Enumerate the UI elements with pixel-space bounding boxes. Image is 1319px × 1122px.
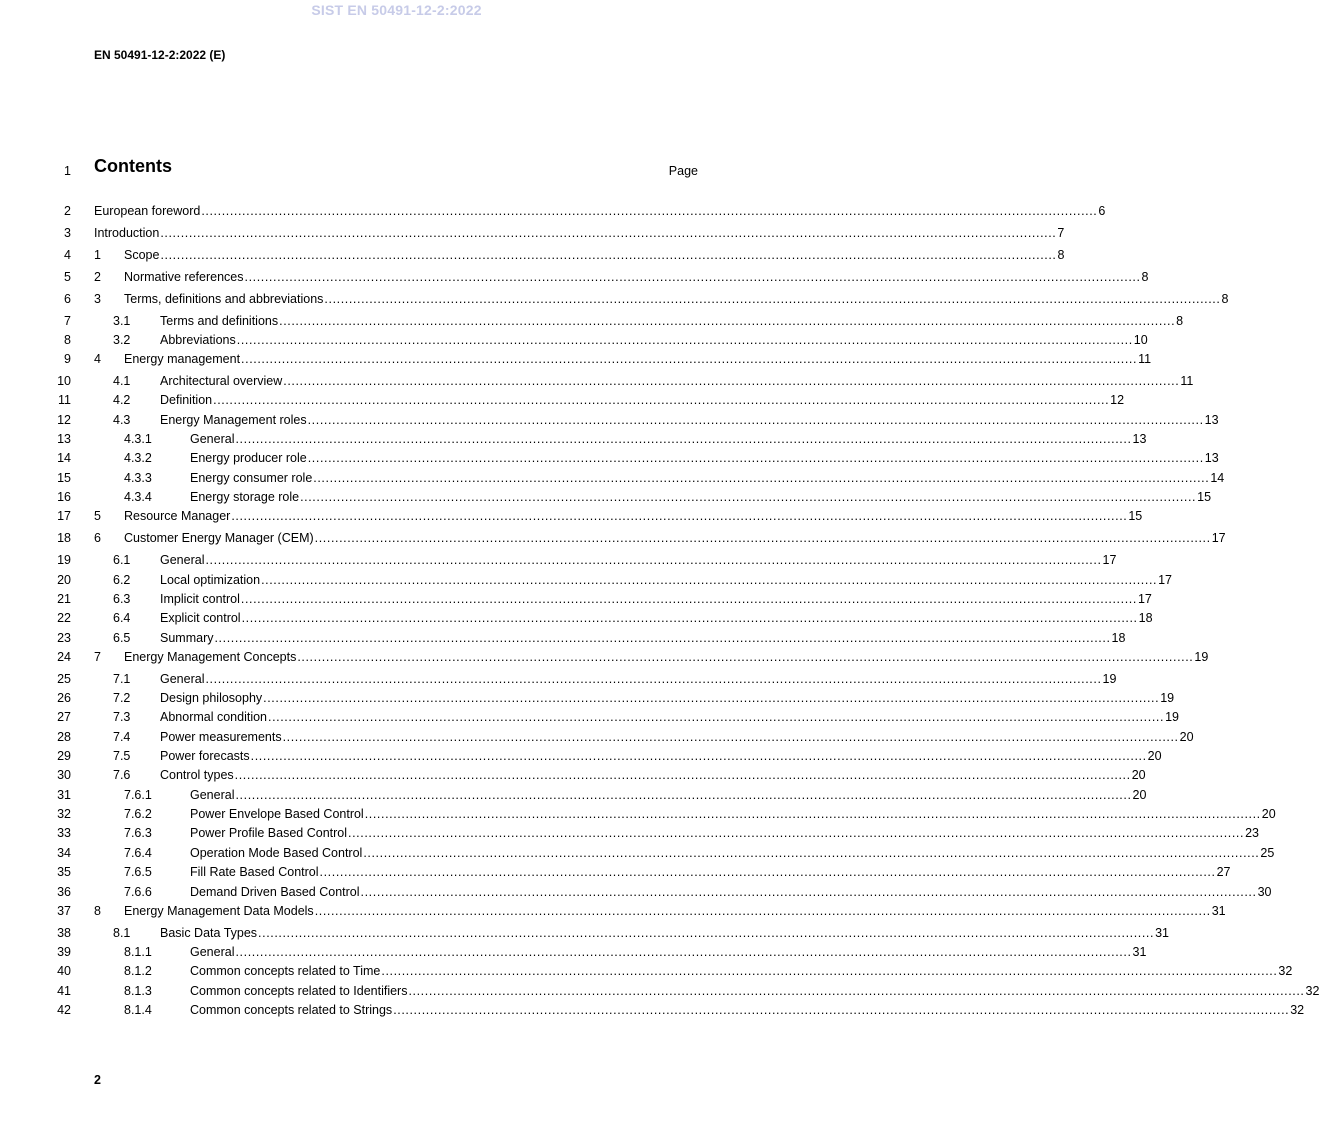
section-title: General <box>190 432 235 446</box>
line-number: 40 <box>57 964 71 978</box>
toc-entry-body[interactable] <box>113 372 1194 390</box>
toc-entry[interactable] <box>0 411 1219 429</box>
line-number: 15 <box>57 471 71 485</box>
dot-leader: ............................................................................................................................................................................................................................ <box>240 592 1137 606</box>
toc-entry-body[interactable] <box>94 902 1226 920</box>
toc-entry[interactable] <box>0 824 1259 842</box>
section-title: Common concepts related to Time <box>190 964 381 978</box>
line-number: 13 <box>57 432 71 446</box>
toc-entry-body[interactable] <box>124 982 1319 1000</box>
toc-entry[interactable] <box>0 331 1148 349</box>
toc-entry-body[interactable] <box>124 824 1259 842</box>
section-number: 7.6.3 <box>124 826 152 840</box>
dot-leader: ............................................................................................................................................................................................................................ <box>363 846 1260 860</box>
section-title: Architectural overview <box>160 374 283 388</box>
dot-leader: ............................................................................................................................................................................................................................ <box>324 292 1221 306</box>
contents-heading-row <box>0 156 793 184</box>
section-number: 2 <box>94 270 101 284</box>
toc-entry[interactable] <box>0 728 1194 746</box>
dot-leader: ............................................................................................................................................................................................................................ <box>313 471 1210 485</box>
section-number: 8.1 <box>113 926 131 940</box>
page-number: 8 <box>1057 248 1065 262</box>
section-number: 8.1.3 <box>124 984 152 998</box>
document-header: EN 50491-12-2:2022 (E) <box>94 48 226 62</box>
dot-leader: ............................................................................................................................................................................................................................ <box>214 631 1111 645</box>
dot-leader: ............................................................................................................................................................................................................................ <box>205 672 1102 686</box>
line-number: 1 <box>64 164 71 178</box>
toc-entry-body[interactable] <box>113 670 1117 688</box>
page-number: 8 <box>1221 292 1229 306</box>
toc-entry[interactable] <box>0 571 1173 589</box>
line-number: 14 <box>57 451 71 465</box>
toc-entry-body[interactable] <box>113 571 1173 589</box>
dot-leader: ............................................................................................................................................................................................................................ <box>364 807 1261 821</box>
section-number: 7.1 <box>113 672 131 686</box>
toc-entry-body[interactable] <box>113 728 1194 746</box>
section-number: 8.1.2 <box>124 964 152 978</box>
line-number: 9 <box>64 352 71 366</box>
toc-entry[interactable] <box>0 708 1179 726</box>
section-number: 7.5 <box>113 749 131 763</box>
toc-entry-body[interactable] <box>94 350 1152 368</box>
section-title: Design philosophy <box>160 691 263 705</box>
dot-leader: ............................................................................................................................................................................................................................ <box>235 432 1132 446</box>
dot-leader: ............................................................................................................................................................................................................................ <box>360 885 1257 899</box>
toc-entry[interactable] <box>0 488 1212 506</box>
section-number: 8.1.4 <box>124 1003 152 1017</box>
section-title: Power forecasts <box>160 749 250 763</box>
page-number: 12 <box>1110 393 1125 407</box>
toc-entry[interactable] <box>0 805 1276 823</box>
dot-leader: ............................................................................................................................................................................................................................ <box>314 531 1211 545</box>
section-title: Demand Driven Based Control <box>190 885 360 899</box>
dot-leader: ............................................................................................................................................................................................................................ <box>297 650 1194 664</box>
section-number: 6.5 <box>113 631 131 645</box>
page-number: 13 <box>1204 451 1219 465</box>
toc-entry-body[interactable] <box>94 246 1065 264</box>
page-number: 32 <box>1290 1003 1305 1017</box>
page-number: 20 <box>1147 749 1162 763</box>
page-number: 13 <box>1204 413 1219 427</box>
section-title: Operation Mode Based Control <box>190 846 363 860</box>
toc-entry[interactable] <box>0 982 1319 1000</box>
page-number: 10 <box>1133 333 1148 347</box>
toc-entry-body[interactable] <box>94 224 1065 242</box>
toc-entry-body[interactable] <box>124 883 1272 901</box>
toc-entry[interactable] <box>0 766 1146 784</box>
toc-entry[interactable] <box>0 786 1147 804</box>
section-title: Terms, definitions and abbreviations <box>124 292 324 306</box>
toc-entry-body[interactable] <box>113 924 1169 942</box>
section-number: 7.6.5 <box>124 865 152 879</box>
toc-entry[interactable] <box>0 372 1194 390</box>
toc-entry[interactable] <box>0 670 1117 688</box>
section-number: 7.6.6 <box>124 885 152 899</box>
page-number: 19 <box>1160 691 1175 705</box>
dot-leader: ............................................................................................................................................................................................................................ <box>307 413 1204 427</box>
page-number: 27 <box>1216 865 1231 879</box>
section-title: Energy management <box>124 352 241 366</box>
section-title: General <box>190 945 235 959</box>
dot-leader: ............................................................................................................................................................................................................................ <box>231 509 1128 523</box>
page-number: 20 <box>1132 788 1147 802</box>
toc-entry-body[interactable] <box>124 469 1225 487</box>
toc-entry-body[interactable] <box>113 629 1126 647</box>
section-title: Energy Management Concepts <box>124 650 297 664</box>
section-title: Explicit control <box>160 611 241 625</box>
dot-leader: ............................................................................................................................................................................................................................ <box>258 926 1155 940</box>
line-number: 7 <box>64 314 71 328</box>
page-number: 20 <box>1179 730 1194 744</box>
section-number: 7.6.2 <box>124 807 152 821</box>
toc-entry[interactable] <box>0 883 1272 901</box>
section-title: General <box>160 553 205 567</box>
toc-entry-body[interactable] <box>113 590 1152 608</box>
toc-entry-body[interactable] <box>94 529 1226 547</box>
toc-entry[interactable] <box>0 943 1147 961</box>
page-number: 6 <box>1098 204 1106 218</box>
toc-entry[interactable] <box>0 529 1226 547</box>
section-title: Common concepts related to Identifiers <box>190 984 408 998</box>
toc-entry-body[interactable] <box>94 648 1209 666</box>
section-number: 7.6.1 <box>124 788 152 802</box>
dot-leader: ............................................................................................................................................................................................................................ <box>250 749 1147 763</box>
line-number: 30 <box>57 768 71 782</box>
toc-entry[interactable] <box>0 202 1106 220</box>
section-title: Implicit control <box>160 592 240 606</box>
line-number: 23 <box>57 631 71 645</box>
toc-entry-body[interactable] <box>124 786 1147 804</box>
toc-entry[interactable] <box>0 609 1153 627</box>
dot-leader: ............................................................................................................................................................................................................................ <box>160 248 1057 262</box>
section-number: 4.3.1 <box>124 432 152 446</box>
section-title: Power measurements <box>160 730 282 744</box>
page-number: 7 <box>1057 226 1065 240</box>
toc-entry[interactable] <box>0 224 1065 242</box>
section-title: Fill Rate Based Control <box>190 865 319 879</box>
section-title: Power Envelope Based Control <box>190 807 364 821</box>
section-number: 7.3 <box>113 710 131 724</box>
section-number: 7.6.4 <box>124 846 152 860</box>
toc-entry-body[interactable] <box>113 689 1175 707</box>
dot-leader: ............................................................................................................................................................................................................................ <box>348 826 1245 840</box>
page-number: 19 <box>1194 650 1209 664</box>
section-number: 5 <box>94 509 101 523</box>
toc-entry-body[interactable] <box>94 507 1143 525</box>
toc-entry-body[interactable] <box>124 863 1231 881</box>
page-number: 15 <box>1128 509 1143 523</box>
section-number: 7.6 <box>113 768 131 782</box>
section-title: Common concepts related to Strings <box>190 1003 393 1017</box>
page-number: 31 <box>1132 945 1147 959</box>
section-title: General <box>190 788 235 802</box>
dot-leader: ............................................................................................................................................................................................................................ <box>263 691 1160 705</box>
dot-leader: ............................................................................................................................................................................................................................ <box>201 204 1098 218</box>
toc-entry[interactable] <box>0 924 1169 942</box>
page-number: 20 <box>1261 807 1276 821</box>
toc-entry-body[interactable] <box>124 844 1275 862</box>
page-number: 17 <box>1137 592 1152 606</box>
section-title: Energy Management roles <box>160 413 307 427</box>
dot-leader: ............................................................................................................................................................................................................................ <box>307 451 1204 465</box>
page-number: 8 <box>1141 270 1149 284</box>
toc-entry-body[interactable] <box>124 805 1276 823</box>
section-number: 6.2 <box>113 573 131 587</box>
dot-leader: ............................................................................................................................................................................................................................ <box>393 1003 1290 1017</box>
toc-entry-body[interactable] <box>113 411 1219 429</box>
line-number: 41 <box>57 984 71 998</box>
section-number: 7.2 <box>113 691 131 705</box>
toc-entry[interactable] <box>0 962 1293 980</box>
section-title: Control types <box>160 768 234 782</box>
section-title: Abnormal condition <box>160 710 268 724</box>
dot-leader: ............................................................................................................................................................................................................................ <box>279 314 1176 328</box>
page-number: 11 <box>1180 374 1194 388</box>
line-number: 20 <box>57 573 71 587</box>
toc-entry[interactable] <box>0 629 1126 647</box>
line-number: 8 <box>64 333 71 347</box>
line-number: 28 <box>57 730 71 744</box>
dot-leader: ............................................................................................................................................................................................................................ <box>381 964 1278 978</box>
line-number: 6 <box>64 292 71 306</box>
toc-entry[interactable] <box>0 312 1184 330</box>
page-number: 14 <box>1210 471 1225 485</box>
toc-entry[interactable] <box>0 507 1143 525</box>
line-number: 37 <box>57 904 71 918</box>
page-number: 30 <box>1257 885 1272 899</box>
line-number: 27 <box>57 710 71 724</box>
page-number: 32 <box>1278 964 1293 978</box>
section-number: 3 <box>94 292 101 306</box>
section-number: 4.2 <box>113 393 131 407</box>
dot-leader: ............................................................................................................................................................................................................................ <box>235 945 1132 959</box>
line-number: 16 <box>57 490 71 504</box>
page-number: 17 <box>1158 573 1173 587</box>
toc-entry[interactable] <box>0 246 1065 264</box>
line-number: 21 <box>57 592 71 606</box>
dot-leader: ............................................................................................................................................................................................................................ <box>213 393 1110 407</box>
toc-entry[interactable] <box>0 268 1149 286</box>
dot-leader: ............................................................................................................................................................................................................................ <box>235 788 1132 802</box>
line-number: 24 <box>57 650 71 664</box>
toc-entry[interactable] <box>0 844 1275 862</box>
toc-entry-body[interactable] <box>124 1001 1305 1019</box>
line-number: 38 <box>57 926 71 940</box>
dot-leader: ............................................................................................................................................................................................................................ <box>234 768 1131 782</box>
page-number: 17 <box>1211 531 1226 545</box>
section-title: Resource Manager <box>124 509 231 523</box>
toc-entry[interactable] <box>0 449 1219 467</box>
toc-entry[interactable] <box>0 430 1147 448</box>
section-number: 3.2 <box>113 333 131 347</box>
toc-entry[interactable] <box>0 290 1229 308</box>
page-number: 20 <box>1131 768 1146 782</box>
line-number: 4 <box>64 248 71 262</box>
section-title: Normative references <box>124 270 244 284</box>
page-number: 19 <box>1102 672 1117 686</box>
line-number: 18 <box>57 531 71 545</box>
toc-entry[interactable] <box>0 469 1225 487</box>
page-number: 25 <box>1260 846 1275 860</box>
line-number: 31 <box>57 788 71 802</box>
toc-entry-body[interactable] <box>113 766 1146 784</box>
toc-entry[interactable] <box>0 590 1152 608</box>
line-number: 26 <box>57 691 71 705</box>
section-title: General <box>160 672 205 686</box>
dot-leader: ............................................................................................................................................................................................................................ <box>261 573 1158 587</box>
line-number: 3 <box>64 226 71 240</box>
toc-entry[interactable] <box>0 551 1117 569</box>
section-title: Energy storage role <box>190 490 300 504</box>
dot-leader: ............................................................................................................................................................................................................................ <box>408 984 1305 998</box>
line-number: 5 <box>64 270 71 284</box>
dot-leader: ............................................................................................................................................................................................................................ <box>236 333 1133 347</box>
section-number: 4 <box>94 352 101 366</box>
toc-entry[interactable] <box>0 391 1125 409</box>
page-number: 18 <box>1138 611 1153 625</box>
line-number: 17 <box>57 509 71 523</box>
line-number: 10 <box>57 374 71 388</box>
page-number: 23 <box>1245 826 1259 840</box>
page-number: 11 <box>1138 352 1152 366</box>
page-number: 15 <box>1197 490 1212 504</box>
footer-page-number: 2 <box>94 1073 101 1087</box>
page-number: 32 <box>1305 984 1319 998</box>
dot-leader: ............................................................................................................................................................................................................................ <box>282 730 1179 744</box>
watermark: SIST EN 50491-12-2:2022 <box>311 2 482 18</box>
toc-entry[interactable] <box>0 648 1209 666</box>
section-number: 8 <box>94 904 101 918</box>
line-number: 29 <box>57 749 71 763</box>
section-number: 8.1.1 <box>124 945 152 959</box>
toc-entry-body[interactable] <box>94 202 1106 220</box>
toc-entry-body[interactable] <box>113 551 1117 569</box>
toc-entry[interactable] <box>0 747 1162 765</box>
toc-entry-body[interactable] <box>113 312 1184 330</box>
section-title: Basic Data Types <box>160 926 258 940</box>
section-number: 7 <box>94 650 101 664</box>
toc-entry-body[interactable] <box>124 488 1212 506</box>
dot-leader: ............................................................................................................................................................................................................................ <box>268 710 1165 724</box>
toc-entry-body[interactable] <box>94 290 1229 308</box>
line-number: 34 <box>57 846 71 860</box>
toc-entry[interactable] <box>0 902 1226 920</box>
page-number: 18 <box>1111 631 1126 645</box>
dot-leader: ............................................................................................................................................................................................................................ <box>319 865 1216 879</box>
toc-entry-body[interactable] <box>124 430 1147 448</box>
section-title: Scope <box>124 248 160 262</box>
toc-entry[interactable] <box>0 350 1152 368</box>
section-number: 3.1 <box>113 314 131 328</box>
section-title: Local optimization <box>160 573 261 587</box>
section-number: 7.4 <box>113 730 131 744</box>
toc-entry-body[interactable] <box>113 708 1179 726</box>
toc-entry-body[interactable] <box>113 609 1153 627</box>
page-number: 8 <box>1176 314 1184 328</box>
dot-leader: ............................................................................................................................................................................................................................ <box>241 611 1138 625</box>
page-column-label: Page <box>668 164 698 178</box>
line-number: 42 <box>57 1003 71 1017</box>
line-number: 19 <box>57 553 71 567</box>
section-number: 6.3 <box>113 592 131 606</box>
toc-entry-body[interactable] <box>124 943 1147 961</box>
toc-entry-body[interactable] <box>124 962 1293 980</box>
section-title: Energy consumer role <box>190 471 313 485</box>
line-number: 2 <box>64 204 71 218</box>
toc-entry[interactable] <box>0 689 1175 707</box>
section-title: Power Profile Based Control <box>190 826 348 840</box>
line-number: 36 <box>57 885 71 899</box>
dot-leader: ............................................................................................................................................................................................................................ <box>300 490 1197 504</box>
line-number: 33 <box>57 826 71 840</box>
section-title: Energy Management Data Models <box>124 904 314 918</box>
section-number: 4.3.3 <box>124 471 152 485</box>
section-title: Terms and definitions <box>160 314 279 328</box>
section-title: Abbreviations <box>160 333 236 347</box>
dot-leader: ............................................................................................................................................................................................................................ <box>314 904 1211 918</box>
dot-leader: ............................................................................................................................................................................................................................ <box>244 270 1141 284</box>
toc-entry-body[interactable] <box>113 747 1162 765</box>
toc-entry-body[interactable] <box>113 391 1125 409</box>
contents-title: Contents <box>94 156 172 176</box>
toc-entry[interactable] <box>0 863 1231 881</box>
section-number: 4.3.4 <box>124 490 152 504</box>
page-number: 17 <box>1102 553 1117 567</box>
section-number: 6 <box>94 531 101 545</box>
section-number: 4.3 <box>113 413 131 427</box>
section-title: European foreword <box>94 204 201 218</box>
section-title: Energy producer role <box>190 451 307 465</box>
dot-leader: ............................................................................................................................................................................................................................ <box>160 226 1057 240</box>
line-number: 22 <box>57 611 71 625</box>
toc-entry-body[interactable] <box>113 331 1148 349</box>
page-number: 19 <box>1165 710 1179 724</box>
page-number: 13 <box>1132 432 1147 446</box>
section-title: Definition <box>160 393 213 407</box>
page-number: 31 <box>1211 904 1226 918</box>
line-number: 32 <box>57 807 71 821</box>
toc-entry[interactable] <box>0 1001 1305 1019</box>
section-number: 6.1 <box>113 553 131 567</box>
section-title: Introduction <box>94 226 160 240</box>
section-title: Customer Energy Manager (CEM) <box>124 531 314 545</box>
line-number: 12 <box>57 413 71 427</box>
toc-entry-body[interactable] <box>94 268 1149 286</box>
section-title: Summary <box>160 631 214 645</box>
section-number: 4.1 <box>113 374 131 388</box>
line-number: 25 <box>57 672 71 686</box>
page-number: 31 <box>1155 926 1169 940</box>
line-number: 35 <box>57 865 71 879</box>
dot-leader: ............................................................................................................................................................................................................................ <box>283 374 1180 388</box>
toc-entry-body[interactable] <box>124 449 1219 467</box>
line-number: 11 <box>58 393 71 407</box>
section-number: 1 <box>94 248 101 262</box>
dot-leader: ............................................................................................................................................................................................................................ <box>205 553 1102 567</box>
section-number: 4.3.2 <box>124 451 152 465</box>
dot-leader: ............................................................................................................................................................................................................................ <box>241 352 1138 366</box>
section-number: 6.4 <box>113 611 131 625</box>
line-number: 39 <box>57 945 71 959</box>
